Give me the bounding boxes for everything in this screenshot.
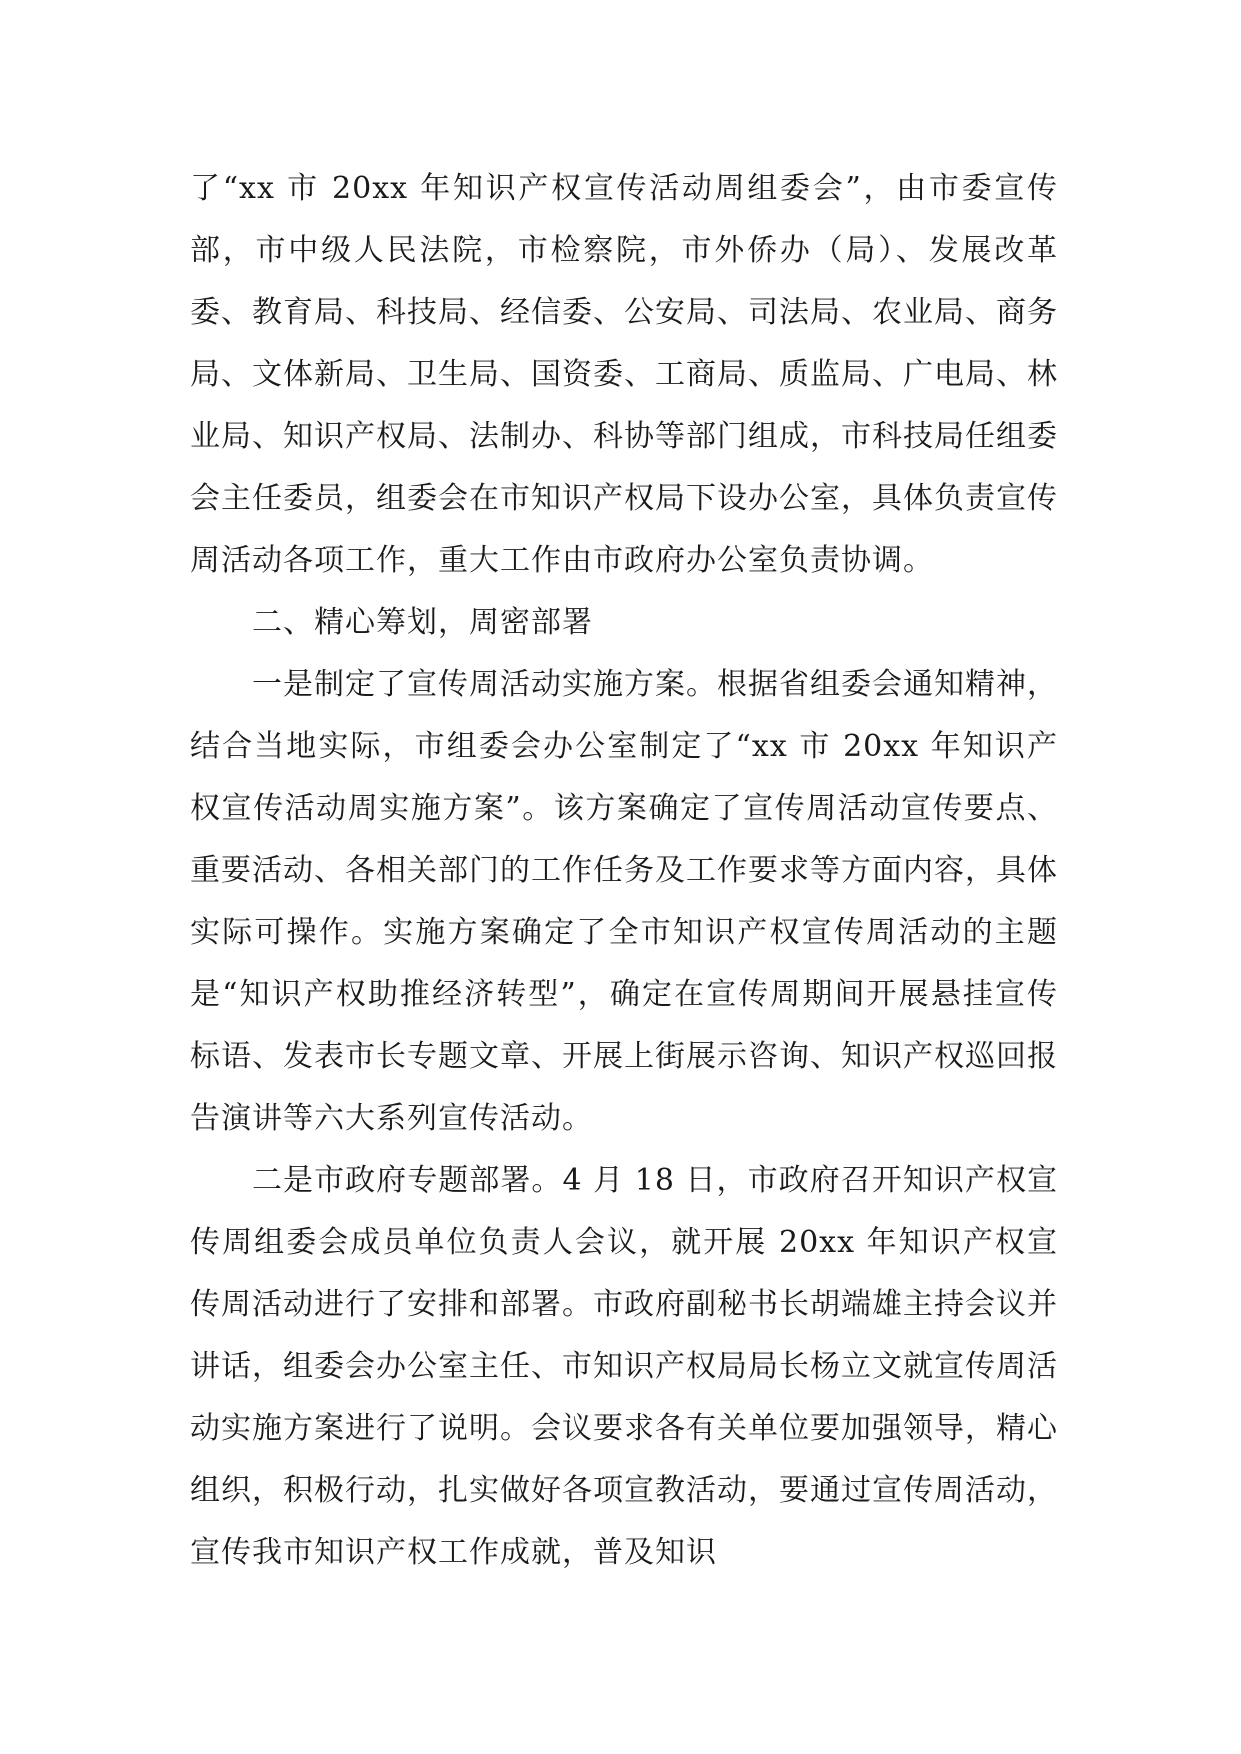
paragraph-continued: 了“xx 市 20xx 年知识产权宣传活动周组委会”，由市委宣传部，市中级人民法院，市检察院，市外侨办（局）、发展改革委、教育局、科技局、经信委、公安局、司法局、农业局、商务局、文体新局、卫生局、国资委、工商局、质监局、广电局、林业局、知识产权局、法制办、科协等部门组成，市科技局任组委会主任委员，组委会在市知识产权局下设办公室，具体负责宣传周活动各项工作，重大工作由市政府办公室负责协调。 bbox=[190, 171, 1058, 578]
document-body bbox=[190, 158, 1058, 1584]
section-heading: 二、精心筹划，周密部署 bbox=[252, 605, 593, 640]
paragraph-deployment: 二是市政府专题部署。4 月 18 日，市政府召开知识产权宣传周组委会成员单位负责人会议，就开展 20xx 年知识产权宣传周活动进行了安排和部署。市政府副秘书长胡端雄主持会议并讲话，组委会办公室主任、市知识产权局局长杨立文就宣传周活动实施方案进行了说明。会议要求各有关单位要加强领导，精心组织，积极行动，扎实做好各项宣教活动，要通过宣传周活动，宣传我市知识产权工作成就，普及知识 bbox=[190, 1163, 1058, 1570]
paragraph-plan: 一是制定了宣传周活动实施方案。根据省组委会通知精神，结合当地实际，市组委会办公室制定了“xx 市 20xx 年知识产权宣传活动周实施方案”。该方案确定了宣传周活动宣传要点、重要活动、各相关部门的工作任务及工作要求等方面内容，具体实际可操作。实施方案确定了全市知识产权宣传周活动的主题是“知识产权助推经济转型”，确定在宣传周期间开展悬挂宣传标语、发表市长专题文章、开展上街展示咨询、知识产权巡回报告演讲等六大系列宣传活动。 bbox=[190, 667, 1058, 1136]
